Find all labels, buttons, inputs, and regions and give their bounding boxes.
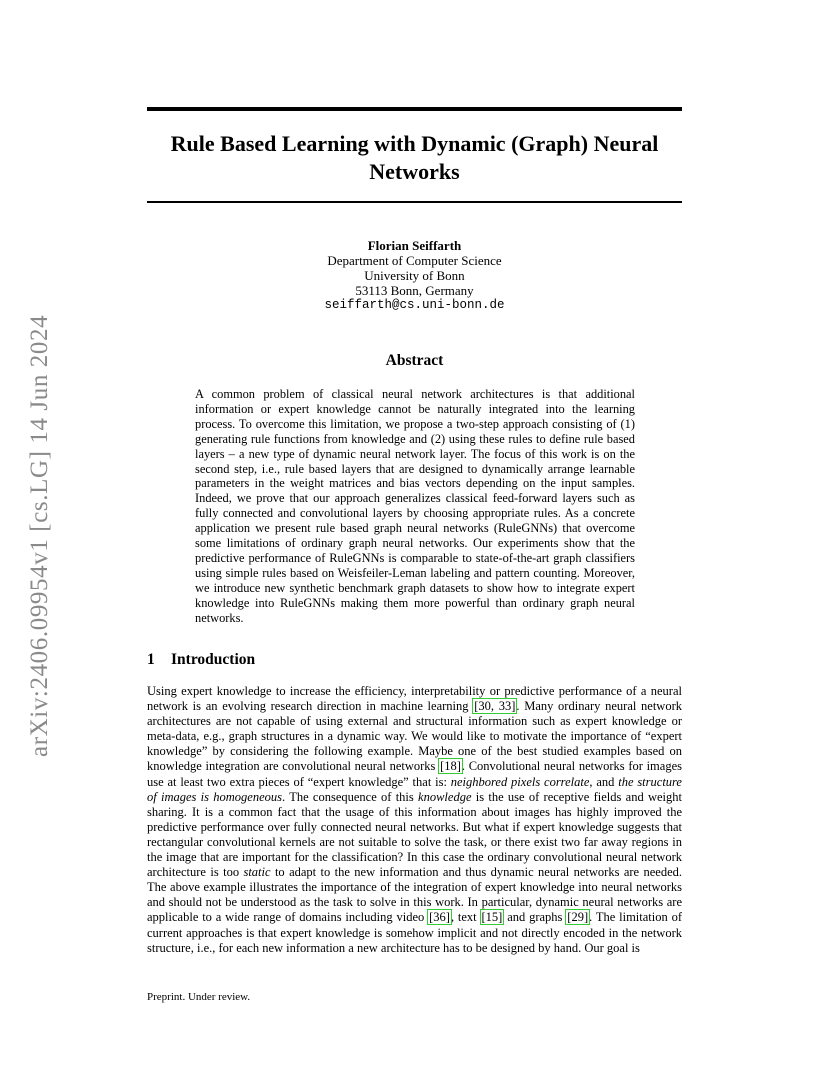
intro-text-segment: . The consequence of this	[282, 789, 419, 804]
section-heading-introduction	[147, 651, 682, 669]
title-bottom-rule	[147, 201, 682, 203]
abstract-text: A common problem of classical neural network architectures is that additional information or expert knowledge cannot be naturally integrated into the learning process. To overcome this limitation, we propose a two-step approach consisting of (1) generating rule functions from knowledge and (2) using these rules to define rule based layers – a new type of dynamic neural network layer. The focus of this work is on the second step, i.e., rule based layers that are designed to dynamically arrange learnable parameters in the weight matrices and bias vectors depending on the input samples. Indeed, we prove that our approach generalizes classical feed-forward layers such as fully connected and convolutional layers by choosing appropriate rules. As a concrete application we present rule based graph neural networks (RuleGNNs) that overcome some limitations of ordinary graph neural networks. Our experiments show that the predictive performance of RuleGNNs is comparable to state-of-the-art graph classifiers using simple rules based on Weisfeiler-Leman labeling and pattern counting. Moreover, we introduce new synthetic benchmark graph datasets to show how to integrate expert knowledge into RuleGNNs making them more powerful than ordinary graph neural networks.	[195, 387, 635, 625]
preprint-footer: Preprint. Under review.	[147, 991, 251, 1003]
paper-title	[147, 130, 682, 186]
author-email[interactable]: seiffarth@cs.uni-bonn.de	[324, 298, 505, 312]
intro-text-segment: is the use of receptive fields and weight sharing. It is a common fact that the usage of this information about images has highly improved the predictive performance over fully connected neural networks. But what if expert knowledge suggests that rectangular convolutional kernels are not suitable to solve the task, or there exist two far away regions in the image that are important for the classification? In this case the ordinary convolutional neural network architecture is too	[147, 789, 682, 880]
author-address: 53113 Bonn, Germany	[355, 283, 474, 298]
section-title: Introduction	[171, 651, 256, 668]
citation-link[interactable]: [18]	[440, 759, 461, 774]
intro-text-segment: to adapt to the new information and thus dynamic neural networks are needed. The above example illustrates the importance of the integration of expert knowledge into neural networks and should not be understood as the task to solve in this work. In particular, dynamic neural networks are applicable to a wide range of domains including video	[147, 865, 683, 925]
introduction-paragraph	[147, 684, 682, 956]
citation-link[interactable]: [15]	[481, 910, 503, 925]
emphasized-phrase: the structure of images is homogeneous	[147, 774, 682, 804]
intro-text-segment: Using expert knowledge to increase the efficiency, interpretability or predictive performance of a neural network is an evolving research direction in machine learning	[147, 684, 682, 714]
title-line-2: Networks	[369, 159, 460, 184]
title-line-1: Rule Based Learning with Dynamic (Graph) Neural	[170, 131, 659, 156]
intro-text-segment: , text	[450, 910, 481, 925]
intro-text-segment: . Many ordinary neural network architectures are not capable of using external and structural information such as expert knowledge or meta-data, e.g., graph structures in a dynamic way. We would like to motivate the importance of “expert knowledge” by considering the following example. Maybe one of the best studied examples based on knowledge integration are convolutional neural networks	[147, 699, 683, 774]
emphasized-phrase: knowledge	[418, 789, 472, 804]
intro-text-segment: and graphs	[503, 910, 567, 925]
title-top-rule	[147, 107, 682, 111]
author-department: Department of Computer Science	[327, 253, 502, 268]
intro-text-segment: . Convolutional neural networks for images use at least two extra pieces of “expert knowledge” that is:	[147, 759, 682, 789]
emphasized-phrase: static	[243, 865, 271, 880]
citation-link[interactable]: [29]	[567, 910, 589, 925]
section-number: 1	[147, 651, 155, 668]
citation-link[interactable]: [30, 33]	[474, 699, 516, 714]
abstract-heading: Abstract	[385, 352, 444, 369]
author-university: University of Bonn	[364, 268, 465, 283]
author-block	[147, 238, 682, 313]
intro-text-segment: . The limitation of current approaches is that expert knowledge is somehow implicit and not directly encoded in the network structure, i.e., for each new information a new architecture has to be designed by hand. Our goal is	[147, 910, 683, 955]
author-name: Florian Seiffarth	[367, 238, 462, 253]
arxiv-identifier: arXiv:2406.09954v1 [cs.LG] 14 Jun 2024	[26, 314, 53, 757]
emphasized-phrase: neighbored pixels correlate	[450, 774, 590, 789]
intro-text-segment: , and	[589, 774, 619, 789]
citation-link[interactable]: [36]	[429, 910, 450, 925]
